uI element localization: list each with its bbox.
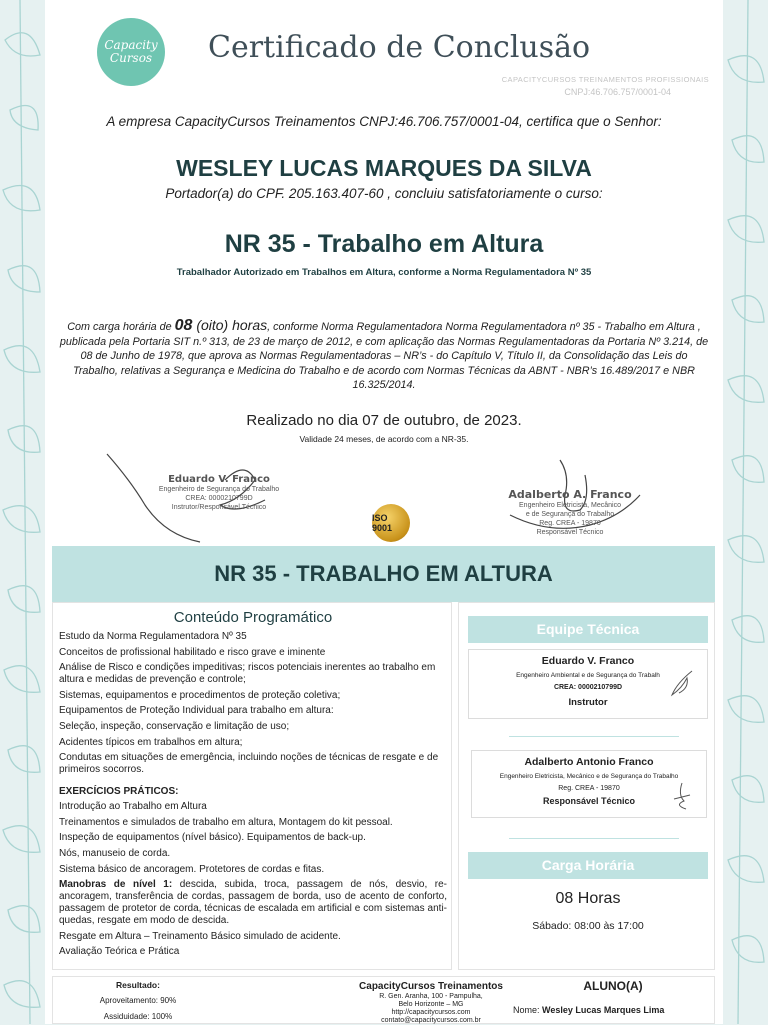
sig2-line4: Responsável Técnico bbox=[536, 529, 604, 536]
sig2-line2: e de Segurança do Trabalho bbox=[525, 511, 615, 518]
member-role: Engenheiro Eletricista, Mecânico e de Segurança do Trabalho bbox=[499, 773, 679, 780]
sig1-name: Eduardo V. Franco bbox=[168, 474, 270, 485]
program-item: Condutas em situações de emergência, incluindo noções de técnicas de resgate e de primeiros socorros. bbox=[59, 752, 439, 776]
member-signature-icon bbox=[667, 668, 697, 698]
footer-address-1: R. Gen. Aranha, 100 - Pampulha, bbox=[379, 993, 483, 1000]
capacity-cursos-logo bbox=[97, 18, 165, 86]
workload-title: Carga Horária bbox=[468, 852, 708, 879]
program-item: Acidentes típicos em trabalhos em altura; bbox=[59, 736, 243, 748]
logo-line-2: Cursos bbox=[109, 51, 153, 65]
sig2-line3: Reg. CREA - 19870 bbox=[539, 520, 601, 527]
member-reg: CREA: 0000210799D bbox=[553, 684, 623, 691]
sig1-line2: CREA: 0000210799D bbox=[185, 495, 253, 502]
team-title: Equipe Técnica bbox=[468, 616, 708, 643]
result-title: Resultado: bbox=[116, 980, 160, 990]
member-reg: Reg. CREA - 19870 bbox=[558, 785, 620, 792]
body-hours: 08 bbox=[174, 317, 193, 334]
logo-line-1: Capacity bbox=[104, 38, 158, 52]
signature-instructor bbox=[105, 450, 305, 550]
team-panel bbox=[458, 602, 715, 970]
certificate-body bbox=[58, 318, 710, 393]
body-suffix: , conforme Norma Regulamentadora Norma Regulamentadora nº 35 - Trabalho em Altura , publicada pela Portaria SIT n.º 313, de 23 de março de 2012, e com aplicação das Normas Regulamentadoras da Portaria Nº 3.214, de 08 de Junho de 1978, que aprova as Normas Regulamentadoras – NR’s - do Capítulo V, Título II, da Consolidação das Leis do Trabalho, relativas a Segurança e Medicina do Trabalho e de acordo com Normas Técnicas da ABNT - NBR’s 16.489/2017 e NBR 16.325/2014. bbox=[59, 321, 709, 391]
maneuvers-label: Manobras de nível 1: bbox=[59, 879, 173, 891]
student-label: Nome: bbox=[513, 1005, 543, 1015]
program-item: Estudo da Norma Regulamentadora Nº 35 bbox=[59, 631, 247, 642]
section-title: NR 35 - TRABALHO EM ALTURA bbox=[214, 561, 553, 586]
team-divider bbox=[509, 736, 679, 737]
member-signature-icon bbox=[670, 781, 694, 811]
company-name: CAPACITYCURSOS TREINAMENTOS PROFISSIONAIS bbox=[501, 75, 709, 84]
program-list bbox=[59, 631, 447, 962]
team-member-card bbox=[471, 750, 707, 818]
signature-technical-lead bbox=[490, 455, 670, 545]
final-item: Resgate em Altura – Treinamento Básico simulado de acidente. bbox=[59, 930, 341, 942]
practice-item: Sistema básico de ancoragem. Protetores de cordas e fitas. bbox=[59, 863, 325, 875]
member-name: Eduardo V. Franco bbox=[541, 655, 635, 667]
certificate-intro: A empresa CapacityCursos Treinamentos CNPJ:46.706.757/0001-04, certifica que o Senhor: bbox=[106, 114, 662, 129]
student-cpf-line: Portador(a) do CPF. 205.163.407-60 , concluiu satisfatoriamente o curso: bbox=[165, 186, 603, 201]
validity-note: Validade 24 meses, de acordo com a NR-35. bbox=[299, 434, 469, 444]
student-block bbox=[513, 977, 713, 1015]
body-prefix: Com carga horária de bbox=[67, 321, 175, 333]
practice-item: Inspeção de equipamentos (nível básico). Equipamentos de back-up. bbox=[59, 832, 366, 844]
student-name-line bbox=[513, 1005, 713, 1015]
member-role: Engenheiro Ambiental e de Segurança do Trabalh bbox=[516, 672, 660, 679]
workload-hours: 08 Horas bbox=[555, 890, 621, 907]
member-name: Adalberto Antonio Franco bbox=[524, 756, 654, 768]
practice-item: Nós, manuseio de corda. bbox=[59, 847, 171, 859]
sig1-line1: Engenheiro de Segurança do Trabalho bbox=[158, 486, 280, 493]
footer-student-name: Wesley Lucas Marques Lima bbox=[542, 1005, 665, 1015]
program-title: Conteúdo Programático bbox=[173, 609, 333, 626]
practice-item: Introdução ao Trabalho em Altura bbox=[59, 801, 207, 813]
member-function: Responsável Técnico bbox=[542, 796, 636, 806]
sig2-name: Adalberto A. Franco bbox=[508, 488, 632, 501]
program-panel bbox=[52, 602, 452, 970]
result-attendance: Assiduidade: 100% bbox=[103, 1012, 173, 1021]
final-item: Avaliação Teórica e Prática bbox=[59, 946, 180, 958]
program-item: Conceitos de profissional habilitado e risco grave e iminente bbox=[59, 646, 326, 658]
footer bbox=[52, 976, 715, 1024]
program-item: Sistemas, equipamentos e procedimentos de proteção coletiva; bbox=[59, 689, 341, 701]
footer-address-2: Belo Horizonte – MG bbox=[398, 1001, 464, 1008]
course-subtitle: Trabalhador Autorizado em Trabalhos em Altura, conforme a Norma Regulamentadora Nº 35 bbox=[176, 267, 592, 278]
program-item: Seleção, inspeção, conservação e limitação de uso; bbox=[59, 720, 290, 732]
seal-text: ISO 9001 bbox=[372, 513, 393, 533]
sig2-line1: Engenheiro Eletricista, Mecânico bbox=[519, 502, 621, 509]
program-item: Equipamentos de Proteção Individual para trabalho em altura: bbox=[59, 705, 334, 717]
practice-title: EXERCÍCIOS PRÁTICOS: bbox=[59, 786, 179, 798]
maneuvers-item bbox=[59, 879, 447, 927]
section-title-band bbox=[52, 546, 715, 602]
result-performance: Aproveitamento: 90% bbox=[99, 996, 177, 1005]
team-divider bbox=[509, 838, 679, 839]
result-block bbox=[53, 977, 223, 1025]
footer-website[interactable]: http://capacitycursos.com bbox=[391, 1009, 471, 1016]
team-member-card bbox=[468, 649, 708, 719]
practice-item: Treinamentos e simulados de trabalho em altura, Montagem do kit pessoal. bbox=[59, 816, 393, 828]
iso-9001-seal bbox=[372, 504, 410, 542]
course-title: NR 35 - Trabalho em Altura bbox=[224, 230, 544, 258]
program-item: Análise de Risco e condições impeditivas; riscos potenciais inerentes ao trabalho em altura e medidas de prevenção e controle; bbox=[59, 662, 436, 686]
maneuvers-text: descida, subida, troca, passagem de nós, desvio, re-ancoragem, transferência de cordas, passagem de borda, uso de acento de conforto, passagem de protetor de corda, técnicas de escalada em artificial e com sistemas anti-quedas, resgate em modo de descida. bbox=[59, 879, 448, 927]
realized-date: Realizado no dia 07 de outubro, de 2023. bbox=[246, 412, 522, 429]
footer-email[interactable]: contato@capacitycursos.com.br bbox=[381, 1017, 481, 1024]
workload-schedule: Sábado: 08:00 às 17:00 bbox=[532, 920, 644, 932]
student-name: WESLEY LUCAS MARQUES DA SILVA bbox=[176, 155, 592, 181]
company-cnpj: CNPJ:46.706.757/0001-04 bbox=[564, 87, 671, 97]
student-title: ALUNO(A) bbox=[583, 979, 643, 993]
member-function: Instrutor bbox=[568, 697, 608, 708]
sig1-line3: Instrutor/Responsável Técnico bbox=[171, 504, 267, 511]
certificate-title: Certificado de Conclusão bbox=[208, 30, 591, 65]
body-hours-text: (oito) horas bbox=[192, 317, 268, 333]
footer-company: CapacityCursos Treinamentos bbox=[359, 981, 503, 992]
